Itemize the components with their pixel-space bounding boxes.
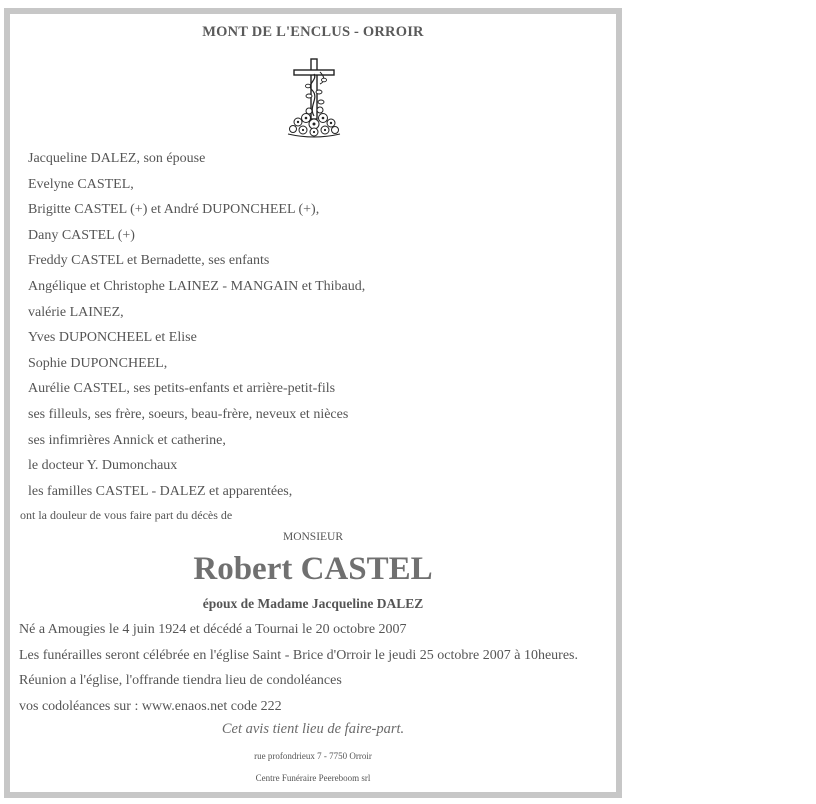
spouse-line: époux de Madame Jacqueline DALEZ [202,596,424,611]
family-line: Evelyne CASTEL, [28,176,134,192]
deceased-title: MONSIEUR [282,531,344,543]
notice-heading: MONT DE L'ENCLUS - ORROIR [202,24,424,40]
deceased-name: Robert CASTEL [193,551,433,587]
cross-with-flowers-icon [284,56,344,138]
family-line: Sophie DUPONCHEEL, [28,355,168,371]
address-line: rue profondrieux 7 - 7750 Orroir [254,751,372,761]
family-list [28,146,365,504]
detail-line: Les funérailles seront célébrée en l'église Saint - Brice d'Orroir le jeudi 25 octobre 2007 à 10heures. [19,647,579,663]
notice-statement: Cet avis tient lieu de faire-part. [221,721,405,737]
family-line: Freddy CASTEL et Bernadette, ses enfants [28,253,270,269]
family-line: les familles CASTEL - DALEZ et apparentées, [28,483,293,499]
family-line: Dany CASTEL (+) [28,227,135,243]
detail-line: Né a Amougies le 4 juin 1924 et décédé a Tournai le 20 octobre 2007 [19,622,407,637]
family-line: Aurélie CASTEL, ses petits-enfants et arrière-petit-fils [28,381,336,397]
family-line: Yves DUPONCHEEL et Elise [28,330,197,346]
detail-line: vos codoléances sur : www.enaos.net code 222 [19,698,282,714]
notice-frame [4,8,622,798]
family-line: ses filleuls, ses frère, soeurs, beau-frère, neveux et nièces [28,406,349,422]
family-line: Jacqueline DALEZ, son épouse [28,151,206,166]
funeral-home-name: Centre Funéraire Peereboom srl [255,773,371,783]
family-line: valérie LAINEZ, [28,304,124,320]
announcement-lead: ont la douleur de vous faire part du décès de [20,508,233,522]
family-line: ses infimrières Annick et catherine, [28,432,226,448]
family-line: le docteur Y. Dumonchaux [28,458,178,474]
detail-line: Réunion a l'église, l'offrande tiendra lieu de condoléances [19,673,342,689]
family-line: Angélique et Christophe LAINEZ - MANGAIN et Thibaud, [28,278,366,294]
details-list [19,617,578,719]
family-line: Brigitte CASTEL (+) et André DUPONCHEEL (+), [28,202,320,218]
death-notice [10,14,616,792]
